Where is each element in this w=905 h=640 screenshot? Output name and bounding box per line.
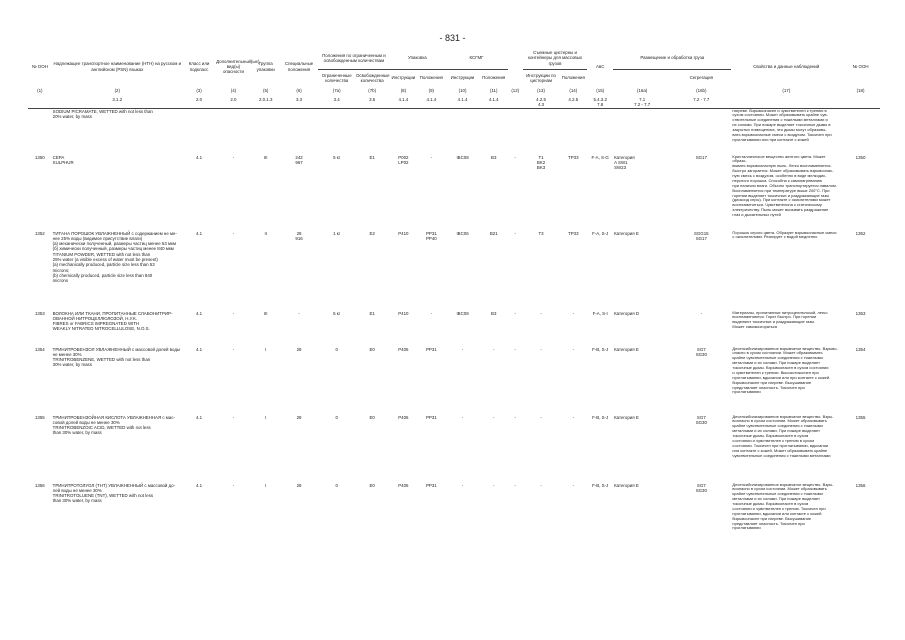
- table-row: [28, 108, 880, 155]
- packing-instruction: P406: [398, 482, 409, 488]
- column-code: 3.5: [369, 97, 376, 102]
- header-ibc-instructions: Инструкции: [450, 75, 475, 81]
- tank-provision: -: [572, 346, 575, 352]
- ibc-provision: [480, 108, 508, 155]
- ems-code: F-A, S-G: [591, 154, 609, 160]
- limited-quantity: [318, 108, 355, 155]
- properties: Материалы, пропитанные нитроцеллюлозой, легко воспламеняются. Горят быстро. При горении выделяют токсичные и раздражающие газы. Может самовозгораться: [732, 309, 828, 330]
- ibc-instruction: -: [461, 482, 464, 488]
- class: 4.1: [195, 482, 203, 488]
- packing-provision: [417, 108, 445, 155]
- column-12: -: [514, 310, 516, 316]
- segregation: -: [700, 310, 703, 316]
- special-provisions: 28: [296, 482, 302, 488]
- column-code: 7.1 7.2 - 7.7: [634, 97, 651, 108]
- column-code: 3.1.2: [112, 97, 123, 102]
- proper-shipping-name: ТРИНИТРОБЕНЗОЙНАЯ КИСЛОТА УВЛАЖНЕННАЯ с мас- совой долей воды не менее 30% TRINITROBENZOIC ACID, WETTED with not less than 30% water, by mass: [52, 414, 175, 436]
- tank-instruction: -: [540, 482, 542, 488]
- special-provisions: 28 916: [295, 230, 303, 241]
- ibc-instruction: IBC08: [456, 154, 469, 160]
- column-number: (16a): [637, 88, 648, 93]
- packing-instruction: [389, 108, 417, 155]
- column-code: 2.0.1.3: [258, 97, 273, 102]
- proper-shipping-name: СЕРА SULPHUR: [52, 154, 74, 165]
- class: 4.1: [195, 230, 203, 236]
- stowage: Категория E: [614, 230, 639, 236]
- limited-quantity: 0: [335, 482, 338, 488]
- table-row: [28, 415, 880, 483]
- header-properties: Свойства и данные наблюдений: [753, 63, 820, 69]
- limited-quantity: 1 кг: [333, 230, 341, 236]
- stowage: Категория E: [614, 346, 639, 352]
- packing-provision: -: [430, 310, 433, 316]
- segregation: SGG15 SG17: [693, 230, 709, 241]
- properties: Порошок серого цвета. Образует взрывоопасные смеси с окислителями. Реагирует с водой медленно: [732, 229, 837, 240]
- special-provisions: 28: [296, 346, 302, 352]
- packing-group: I: [265, 414, 267, 420]
- packing-provision: PP31 PP40: [425, 230, 437, 241]
- properties: Десенсибилизированное взрывчатое вещество. Взры- воопасно в сухом состоянии. Может образовывать крайне чувствительные соединения с тяжелыми металлами и их солями. При пожаре выделяет токсичные дымы. Взрывоопасен в сухом состоянии и чувствителен к трению в сухом состоянии. Токсичен при проглатывании, вдыхании или контакте с кожей. Может образовывать крайне чувствительные соединения с тяжелыми металлами: [732, 413, 834, 458]
- limited-quantity: 0: [335, 414, 338, 420]
- segregation: SG17: [695, 154, 707, 160]
- un-number: [28, 108, 52, 155]
- header-packing-provisions: Положения: [419, 75, 443, 81]
- header-packing-group: Группа упаковки: [256, 61, 275, 72]
- packing-provision: PP31: [425, 414, 437, 420]
- header-un-no: № ООН: [31, 63, 48, 69]
- column-code: 4.1.4: [426, 97, 437, 102]
- tank-instruction: T1 BK2 BK3: [536, 154, 546, 171]
- tank-instruction: [523, 108, 560, 155]
- properties: Десенсибилизированное взрывчатое вещество. Взры- воопасно в сухом состоянии. Может образовывать крайне чувствительные соединения с тяжелыми металлами и их солями. При пожаре выделяет токсичные дымы. Взрывоопасен в сухом состоянии и чувствителен к трению. Токсичен при проглатывании, вдыхании или контакте с кожей. Взрывоопасен при нагреве. Высушивание представляет опасность. Токсичен при проглатывании: [732, 481, 834, 531]
- tank-provision: -: [572, 482, 575, 488]
- header-tank-instructions: Инструкции по цистернам: [526, 72, 556, 83]
- column-code: [28, 97, 52, 108]
- ibc-provision: -: [493, 482, 495, 488]
- header-excepted-quantities: Освобожденные количества: [355, 72, 390, 83]
- excepted-quantity: E2: [369, 230, 375, 236]
- column-number: (12): [511, 88, 520, 93]
- header-limited-quantities: Ограниченные количества: [321, 72, 352, 83]
- class: 4.1: [195, 346, 203, 352]
- column-number: (2): [114, 88, 120, 93]
- header-sub-risk: Дополнительный(ые) вид(ы) опасности: [216, 58, 260, 75]
- excepted-quantity: E1: [369, 154, 375, 160]
- column-number: (10): [458, 88, 467, 93]
- column-number: (9): [428, 88, 435, 93]
- ems-code: F-B, S-J: [592, 482, 609, 488]
- stowage: [613, 108, 671, 155]
- column-code: [508, 97, 523, 108]
- excepted-quantity: E0: [369, 414, 375, 420]
- column-numbers-row: [28, 86, 880, 97]
- packing-instruction: P406: [398, 414, 409, 420]
- header-tank-provisions: Положения: [561, 75, 585, 81]
- properties: Десенсибилизированное взрывчатое вещество. Взрыво- опасно в сухом состоянии. Может образовывать крайне чувствительные соединения с тяжелыми металлами и их солями. При пожаре выделяет токсичные дымы. Взрывоопасен в сухом состоянии и чувствителен к трению. Высокотоксичен при проглатывании, вдыхании или при контакте с кожей. Взрывоопасен при нагреве. Высушивание представляет опасность. Токсичен при проглатывании: [732, 345, 838, 395]
- column-number: (13): [537, 88, 545, 93]
- proper-shipping-name: ТРИНИТРОТОЛУОЛ (ТНТ) УВЛАЖНЕННЫЙ с массовой до- лей воды не менее 30% TRINITROTOLUENE (TNT), WETTED with not less than 30% water, by mass: [52, 482, 176, 504]
- tank-instruction: -: [540, 414, 542, 420]
- column-code: 3.3: [295, 97, 303, 102]
- packing-instruction: P002 LP02: [398, 154, 409, 165]
- table-row: [28, 483, 880, 553]
- header-stowage: Размещение и обработка груза: [613, 47, 731, 70]
- column-code: 2.0: [230, 97, 237, 102]
- properties: нагреве. Взрывоопасен и чувствителен к трению в сухом состоянии. Может образовывать крайне чув- ствительные соединения с тяжелыми металлами и их солями. При пожаре выделяет токсичные дымы в закрытых помещениях, эти дымы могут образовы- вать взрывоопасные смеси с воздухом. Токсичен при проглатывании или при контакте с кожей: [731, 108, 841, 155]
- subsidiary-risk: -: [232, 310, 235, 316]
- table-row: [28, 347, 880, 415]
- ibc-instruction: -: [461, 346, 464, 352]
- column-number: (1): [37, 88, 43, 93]
- column-number: (17): [782, 88, 791, 93]
- packing-group: III: [263, 310, 268, 316]
- packing-instruction: P410: [398, 230, 409, 236]
- segregation: SG7 SG30: [695, 346, 707, 357]
- ibc-instruction: -: [461, 414, 464, 420]
- subsidiary-risk: -: [232, 414, 235, 420]
- limited-quantity: 0: [335, 346, 338, 352]
- packing-provision: PP31: [425, 346, 437, 352]
- segregation: SG7 SG30: [695, 482, 707, 493]
- column-code: 4.1.4: [488, 97, 499, 102]
- header-ibc: КСГМГ: [445, 47, 507, 70]
- class: [183, 108, 215, 155]
- packing-group: I: [265, 346, 267, 352]
- column-number: (4): [230, 88, 237, 93]
- column-code: [841, 97, 880, 108]
- subsidiary-risk: [215, 108, 252, 155]
- column-code: 4.1.4: [457, 97, 468, 102]
- ibc-instruction: [445, 108, 479, 155]
- un-number-end: 1355: [855, 414, 866, 420]
- column-number: (11): [489, 88, 498, 93]
- header-segregation: Сегрегация: [689, 75, 713, 81]
- ems-code: F-B, S-J: [592, 414, 609, 420]
- ems-code: F-B, S-J: [592, 346, 609, 352]
- ibc-provision: -: [493, 346, 495, 352]
- tank-instruction: T3: [538, 230, 544, 236]
- un-number: 1350: [34, 154, 45, 160]
- packing-group: II: [264, 230, 267, 236]
- ems-code: F-A, S-J: [592, 230, 609, 236]
- special-provisions: [280, 108, 319, 155]
- stowage: Категория A SW1 SW23: [614, 154, 635, 171]
- header-name: Надлежащее транспортное наименование (НТН) на русском и английском (PSN) языках: [53, 61, 182, 72]
- column-code: 7.2 - 7.7: [693, 97, 710, 102]
- column-12: -: [514, 154, 516, 160]
- proper-shipping-name: SODIUM PICRAMATE, WETTED with not less than 20% water, by mass: [52, 108, 183, 155]
- un-number-end: 1353: [855, 310, 866, 316]
- ibc-instruction: IBC08: [456, 310, 469, 316]
- class: 4.1: [195, 414, 203, 420]
- un-number-end: [841, 108, 880, 155]
- proper-shipping-name: ТИТАНА ПОРОШОК УВЛАЖНЕННЫЙ с содержанием не ме- нее 25% воды (видимое присутствие влаги) (а) механически полученный, размеры частиц менее 53 мкм (б) химически полученный, размеры частиц менее 840 мкм TITANIUM POWDER, WETTED with not less than 25% water (a visible excess of water must be present) (a) mechanically produced, particle size less than 53 microns; (b) chemically produced, particle size less than 840 microns: [52, 230, 177, 284]
- page-number: - 831 -: [439, 33, 466, 43]
- dangerous-goods-table: [28, 47, 880, 553]
- header-packing: Упаковка: [389, 47, 445, 70]
- table-row: [28, 311, 880, 347]
- column-code: 5.4.3.2 7.8: [593, 97, 607, 108]
- column-number: (7a): [332, 88, 341, 93]
- packing-instruction: P410: [398, 310, 409, 316]
- un-number: 1355: [34, 414, 45, 420]
- un-number: 1352: [34, 230, 45, 236]
- subsidiary-risk: -: [232, 346, 235, 352]
- packing-group: I: [265, 482, 267, 488]
- column-12: -: [514, 482, 516, 488]
- limited-quantity: 5 кг: [333, 154, 341, 160]
- column-code: 3.4: [333, 97, 340, 102]
- class: 4.1: [195, 154, 203, 160]
- properties: Кристаллическое вещество желтого цвета. Может образо- вывать взрывоопасную пыль. Легко воспламеняется. Быстро загорается. Может образовывать взрывоопас- ную смесь с воздухом, особенно в виде мелкодис- персного порошка. Способна к самонагреванию при наличии влаги. Обычно транспортируется навалом. Воспламеняется при температуре выше 200°С. При горении выделяет токсичные и раздражающие газы (диоксид серы). При контакте с окислителями может воспламениться. Чувствительна к статическому электричеству. Пыль может вызывать раздражение глаз и дыхательных путей: [732, 153, 837, 218]
- header-un-no-end: № ООН: [852, 63, 869, 69]
- table-row: [28, 231, 880, 311]
- subsidiary-risk: -: [232, 230, 235, 236]
- un-number: 1356: [34, 482, 45, 488]
- special-provisions: 28: [296, 414, 302, 420]
- header-packing-instructions: Инструкции: [391, 75, 416, 81]
- column-codes-row: [28, 97, 880, 108]
- header-row-1: [28, 47, 880, 70]
- class: 4.1: [195, 310, 203, 316]
- subsidiary-risk: -: [232, 482, 235, 488]
- column-12: -: [514, 346, 516, 352]
- un-number: 1353: [34, 310, 45, 316]
- excepted-quantity: E1: [369, 310, 375, 316]
- column-number: (8): [400, 88, 407, 93]
- column-code: 4.2.5 4.3: [536, 97, 546, 108]
- tank-provision: TP33: [568, 230, 579, 236]
- packing-group: III: [263, 154, 268, 160]
- table-row: [28, 155, 880, 231]
- packing-instruction: P406: [398, 346, 409, 352]
- tank-instruction: -: [540, 346, 542, 352]
- tank-provision: -: [572, 414, 575, 420]
- excepted-quantity: E0: [369, 482, 375, 488]
- ibc-provision: B3: [491, 154, 497, 160]
- column-12: -: [514, 230, 516, 236]
- un-number-end: 1354: [855, 346, 866, 352]
- column-number: (3): [196, 88, 202, 93]
- special-provisions: 242 967: [295, 154, 303, 165]
- proper-shipping-name: ТРИНИТРОБЕНЗОЛ УВЛАЖНЕННЫЙ с массовой долей воды не менее 30% TRINITROBENZENE, WETTED with not less than 30% water, by mass: [52, 346, 181, 368]
- packing-provision: -: [430, 154, 433, 160]
- un-number: 1354: [34, 346, 45, 352]
- tank-provision: -: [572, 310, 575, 316]
- column-12: [508, 108, 523, 155]
- header-special-provisions: Специальные положения: [284, 61, 314, 72]
- column-number: (16b): [696, 88, 707, 93]
- column-number: (18): [856, 88, 865, 93]
- header-stowage-sub: [613, 70, 671, 87]
- special-provisions: -: [298, 310, 300, 316]
- column-number: (7b): [368, 88, 377, 93]
- limited-quantity: 5 кг: [333, 310, 341, 316]
- packing-provision: PP31: [425, 482, 437, 488]
- header-ems: АвС: [595, 63, 605, 69]
- column-code: [731, 97, 841, 108]
- column-number: (5): [263, 88, 269, 93]
- tank-instruction: -: [540, 310, 542, 316]
- column-code: 4.1.4: [398, 97, 409, 102]
- header-tanks: Съемные цистерны и контейнеры для массовых грузов: [523, 47, 588, 70]
- ibc-provision: -: [493, 414, 495, 420]
- header-lq-group: Положения по ограниченным и освобожденным количествам: [318, 47, 389, 70]
- ems-code: [587, 108, 613, 155]
- ibc-provision: B21: [489, 230, 498, 236]
- tank-provision: TP33: [568, 154, 579, 160]
- ems-code: F-A, S-I: [592, 310, 608, 316]
- packing-group: [252, 108, 280, 155]
- stowage: Категория D: [614, 310, 640, 316]
- stowage: Категория E: [614, 414, 639, 420]
- un-number-end: 1356: [855, 482, 866, 488]
- proper-shipping-name: ВОЛОКНА ИЛИ ТКАНИ, ПРОПИТАННЫЕ СЛАБОНИТРИР- ОВАННОЙ НИТРОЦЕЛЛЮЛОЗОЙ, Н.У.К. FIBRES or FABRICS IMPREGNATED WITH WEAKLY NITRATED NITROCELLULOSE, N.O.S.: [52, 310, 173, 332]
- stowage: Категория E: [614, 482, 639, 488]
- column-12: -: [514, 414, 516, 420]
- header-ibc-provisions: Положения: [482, 75, 506, 81]
- ibc-instruction: IBC06: [456, 230, 469, 236]
- subsidiary-risk: -: [232, 154, 235, 160]
- tank-provision: [559, 108, 587, 155]
- table-body: [28, 108, 880, 553]
- column-number: (14): [569, 88, 578, 93]
- column-code: 4.2.5: [568, 97, 579, 102]
- excepted-quantity: [355, 108, 389, 155]
- column-code: 2.0: [195, 97, 203, 102]
- segregation: [671, 108, 731, 155]
- un-number-end: 1350: [855, 154, 866, 160]
- ibc-provision: B3: [491, 310, 497, 316]
- column-number: (6): [296, 88, 302, 93]
- un-number-end: 1352: [855, 230, 866, 236]
- column-number: (15): [596, 88, 605, 93]
- segregation: SG7 SG30: [695, 414, 707, 425]
- excepted-quantity: E0: [369, 346, 375, 352]
- header-class: Класс или подкласс: [188, 61, 210, 72]
